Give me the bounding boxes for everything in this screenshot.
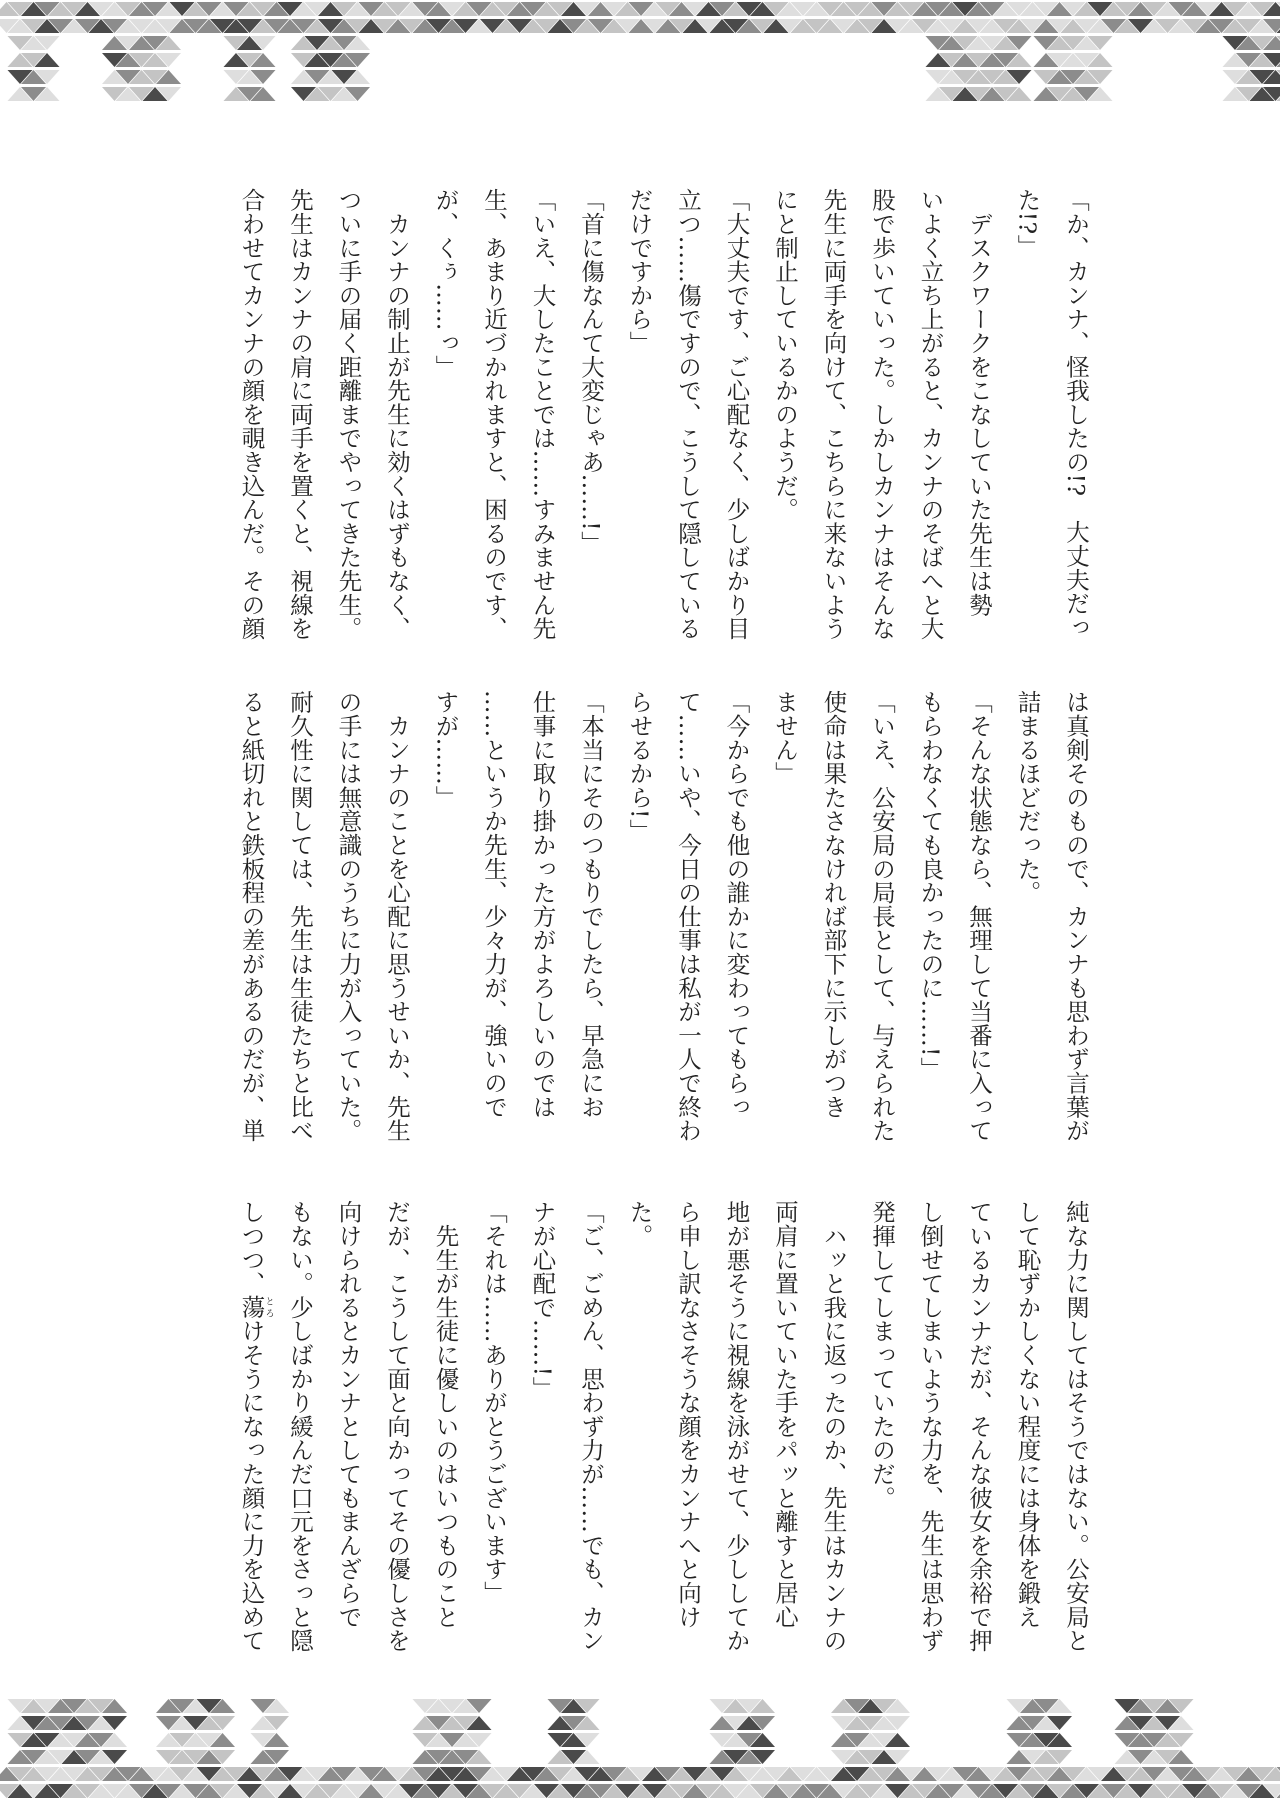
text-line: 「そんな状態なら、無理して当番に入って xyxy=(965,690,993,1143)
text-line: 使命は果たさなければ部下に示しがつき xyxy=(819,690,848,1119)
text-line: 立つ……傷ですので、こうして隠している xyxy=(674,188,702,641)
text-line: 「か、カンナ、怪我したの!? 大丈夫だっ xyxy=(1062,188,1090,640)
text-line: 耐久性に関しては、先生は生徒たちと比べ xyxy=(286,690,314,1143)
triangle-pattern-footer xyxy=(0,1690,1280,1808)
text-line: 生、あまり近づかれますと、困るのです、 xyxy=(480,188,508,641)
text-line: ているカンナだが、そんな彼女を余裕で押 xyxy=(965,1200,993,1653)
triangle-pattern-header xyxy=(0,0,1280,110)
text-line: て……いや、今日の仕事は私が一人で終わ xyxy=(674,690,702,1143)
ruby-base: 蕩 xyxy=(237,1295,266,1320)
text-line: もない。少しばかり緩んだ口元をさっと隠 xyxy=(286,1200,314,1653)
text-line: し倒せてしまいような力を、先生は思わず xyxy=(916,1200,945,1653)
text-line: 両肩に置いていた手をパッと離すと居心 xyxy=(771,1200,799,1629)
text-line: は真剣そのもので、カンナも思わず言葉が xyxy=(1062,690,1090,1143)
text-line: 先生はカンナの肩に両手を置くと、視線を xyxy=(286,188,314,641)
text-line: だけですから」 xyxy=(625,188,654,355)
text-line: ナが心配で……!」 xyxy=(528,1200,557,1401)
text-line: 合わせてカンナの顔を覗き込んだ。その顔 xyxy=(237,188,266,641)
text-line: 「いえ、公安局の局長として、与えられた xyxy=(868,690,896,1143)
text-line: して恥ずかしくない程度には身体を鍛え xyxy=(1013,1200,1042,1629)
text-line: カンナの制止が先生に効くはずもなく、 xyxy=(383,188,411,641)
text-line: ついに手の届く距離までやってきた先生。 xyxy=(334,188,363,641)
text-line: ら申し訳なさそうな顔をカンナへと向け xyxy=(674,1200,702,1629)
text-line: 詰まるほどだった。 xyxy=(1013,690,1042,905)
text-line: 「今からでも他の誰かに変わってもらっ xyxy=(722,690,751,1119)
text-line: 股で歩いていった。しかしカンナはそんな xyxy=(868,188,896,641)
text-line: 仕事に取り掛かった方がよろしいのでは xyxy=(528,690,557,1119)
text-line: 先生が生徒に優しいのはいつものこと xyxy=(431,1200,460,1629)
text-line: ると紙切れと鉄板程の差があるのだが、単 xyxy=(237,690,266,1143)
text-line: た!?」 xyxy=(1013,188,1042,259)
ruby-annotation xyxy=(237,1295,274,1320)
text-line: 純な力に関してはそうではない。公安局と xyxy=(1062,1200,1090,1653)
text-line-with-ruby xyxy=(227,1200,276,1653)
text-segment: しつつ、 xyxy=(237,1200,266,1296)
text-tier-lower xyxy=(230,1200,1100,1653)
text-line: いよく立ち上がると、カンナのそばへと大 xyxy=(916,188,945,641)
text-line: にと制止しているかのようだ。 xyxy=(771,188,799,522)
text-line: 「ご、ごめん、思わず力が……でも、カン xyxy=(577,1200,605,1653)
text-line: 「いえ、大したことでは……すみません先 xyxy=(528,188,557,641)
text-line: 「それは……ありがとうございます」 xyxy=(480,1200,508,1605)
text-segment: けそうになった顔に力を込めて xyxy=(237,1319,266,1653)
text-line: 「本当にそのつもりでしたら、早急にお xyxy=(577,690,605,1119)
text-tier-upper xyxy=(230,188,1100,641)
text-line: た。 xyxy=(625,1200,654,1248)
text-tier-middle xyxy=(230,690,1100,1143)
text-line: が、くぅ……っ」 xyxy=(431,188,460,379)
text-line: ハッと我に返ったのか、先生はカンナの xyxy=(819,1200,848,1653)
text-line: ……というか先生、少々力が、強いので xyxy=(480,690,508,1119)
text-line: 「首に傷なんて大変じゃあ……!」 xyxy=(577,188,605,555)
text-line: 「大丈夫です、ご心配なく、少しばかり目 xyxy=(722,188,751,641)
text-line: の手には無意識のうちに力が入っていた。 xyxy=(334,690,363,1143)
text-line: カンナのことを心配に思うせいか、先生 xyxy=(383,690,411,1143)
ruby-reading: とろ xyxy=(263,1295,274,1320)
text-line: 発揮してしまっていたのだ。 xyxy=(868,1200,896,1510)
text-line: ません」 xyxy=(771,690,799,786)
text-line: だが、こうして面と向かってその優しさを xyxy=(383,1200,411,1653)
text-line: 地が悪そうに視線を泳がせて、少ししてか xyxy=(722,1200,751,1653)
text-line: 先生に両手を向けて、こちらに来ないよう xyxy=(819,188,848,641)
text-line: 向けられるとカンナとしてもまんざらで xyxy=(334,1200,363,1629)
text-line: らせるから!」 xyxy=(625,690,654,843)
text-line: もらわなくても良かったのに……!」 xyxy=(916,690,945,1081)
text-line: デスクワークをこなしていた先生は勢 xyxy=(965,188,993,617)
text-line: すが……」 xyxy=(431,690,460,809)
